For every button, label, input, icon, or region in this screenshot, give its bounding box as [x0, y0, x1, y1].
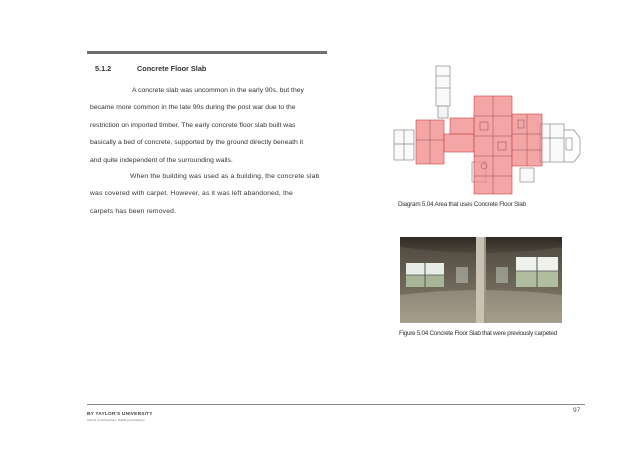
header-rule: [87, 51, 327, 54]
paragraph-1: [90, 82, 326, 169]
footer-rule: [87, 404, 585, 405]
paragraph-1-line: restriction on imported timber. The early concrete floor slab built was: [90, 121, 296, 129]
footer-logo: [87, 412, 153, 422]
paragraph-1-line: became more common in the late 90s during the post war due to the: [90, 104, 296, 112]
section-number: 5.1.2: [95, 64, 112, 73]
diagram-caption: Diagram 5.04 Area that uses Concrete Floor Slab: [398, 201, 526, 208]
paragraph-2-line: When the building was used as a building, the concrete slab: [130, 173, 320, 180]
page-number: 97: [573, 407, 581, 414]
paragraph-2-line: carpets has been removed.: [90, 207, 177, 215]
section-title: Concrete Floor Slab: [137, 64, 207, 73]
paragraph-2-line: was covered with carpet. However, as it was left abandoned, the: [90, 190, 293, 198]
university-name: BY TAYLOR'S UNIVERSITY: [87, 412, 153, 417]
paragraph-1-line: A concrete slab was uncommon in the early 90s, but they: [132, 87, 304, 94]
school-name: School of Architecture, Building and Design: [87, 418, 145, 422]
paragraph-1-line: basically a bed of concrete, supported by the ground directly beneath it: [90, 139, 304, 147]
concrete-floor-photo: [400, 237, 562, 323]
figure-caption: Figure 5.04 Concrete Floor Slab that were previously carpeted: [399, 330, 557, 337]
paragraph-2: [90, 168, 326, 220]
floor-plan-diagram: [390, 58, 590, 198]
paragraph-1-line: and quite independent of the surrounding walls.: [90, 156, 233, 164]
